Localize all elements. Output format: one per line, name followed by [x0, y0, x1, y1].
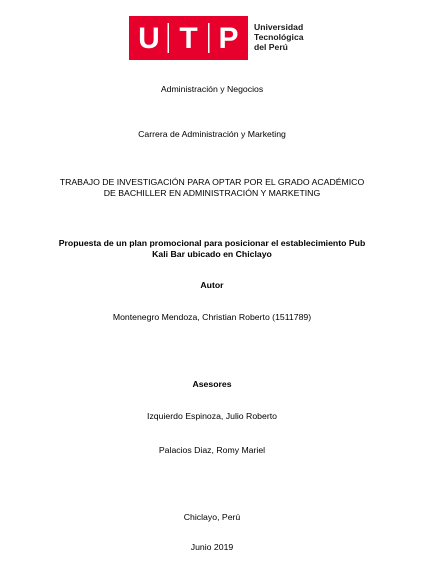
- thesis-title-line-2: Kali Bar ubicado en Chiclayo: [152, 249, 272, 259]
- author-name: Montenegro Mendoza, Christian Roberto (1511789): [112, 312, 312, 322]
- faculty-line: Administración y Negocios: [160, 84, 264, 94]
- author-heading: Autor: [200, 280, 224, 290]
- advisors-heading: Asesores: [192, 379, 232, 389]
- career-line: Carrera de Administración y Marketing: [138, 129, 286, 139]
- advisor-2: Palacios Diaz, Romy Mariel: [158, 445, 266, 455]
- logo-letter-u: U: [138, 22, 160, 55]
- logo-university-name: [254, 22, 304, 52]
- utp-logo: [129, 16, 329, 60]
- degree-line-1: TRABAJO DE INVESTIGACIÓN PARA OPTAR POR EL GRADO ACADÉMICO: [59, 177, 365, 187]
- logo-divider-1: [168, 23, 170, 53]
- logo-name-line-3: del Perú: [254, 42, 288, 52]
- logo-letter-t: T: [179, 22, 198, 55]
- date-line: Junio 2019: [190, 542, 234, 552]
- advisor-1: Izquierdo Espinoza, Julio Roberto: [147, 411, 277, 421]
- logo-name-line-1: Universidad: [254, 22, 304, 32]
- utp-logo-mark: [129, 16, 248, 60]
- logo-divider-2: [208, 23, 210, 53]
- logo-letter-p: P: [218, 22, 239, 55]
- place-line: Chiclayo, Perú: [183, 512, 241, 522]
- degree-line-2: DE BACHILLER EN ADMINISTRACIÓN Y MARKETING: [103, 188, 321, 198]
- logo-name-line-2: Tecnológica: [254, 32, 304, 42]
- thesis-title-line-1: Propuesta de un plan promocional para posicionar el establecimiento Pub: [58, 238, 366, 248]
